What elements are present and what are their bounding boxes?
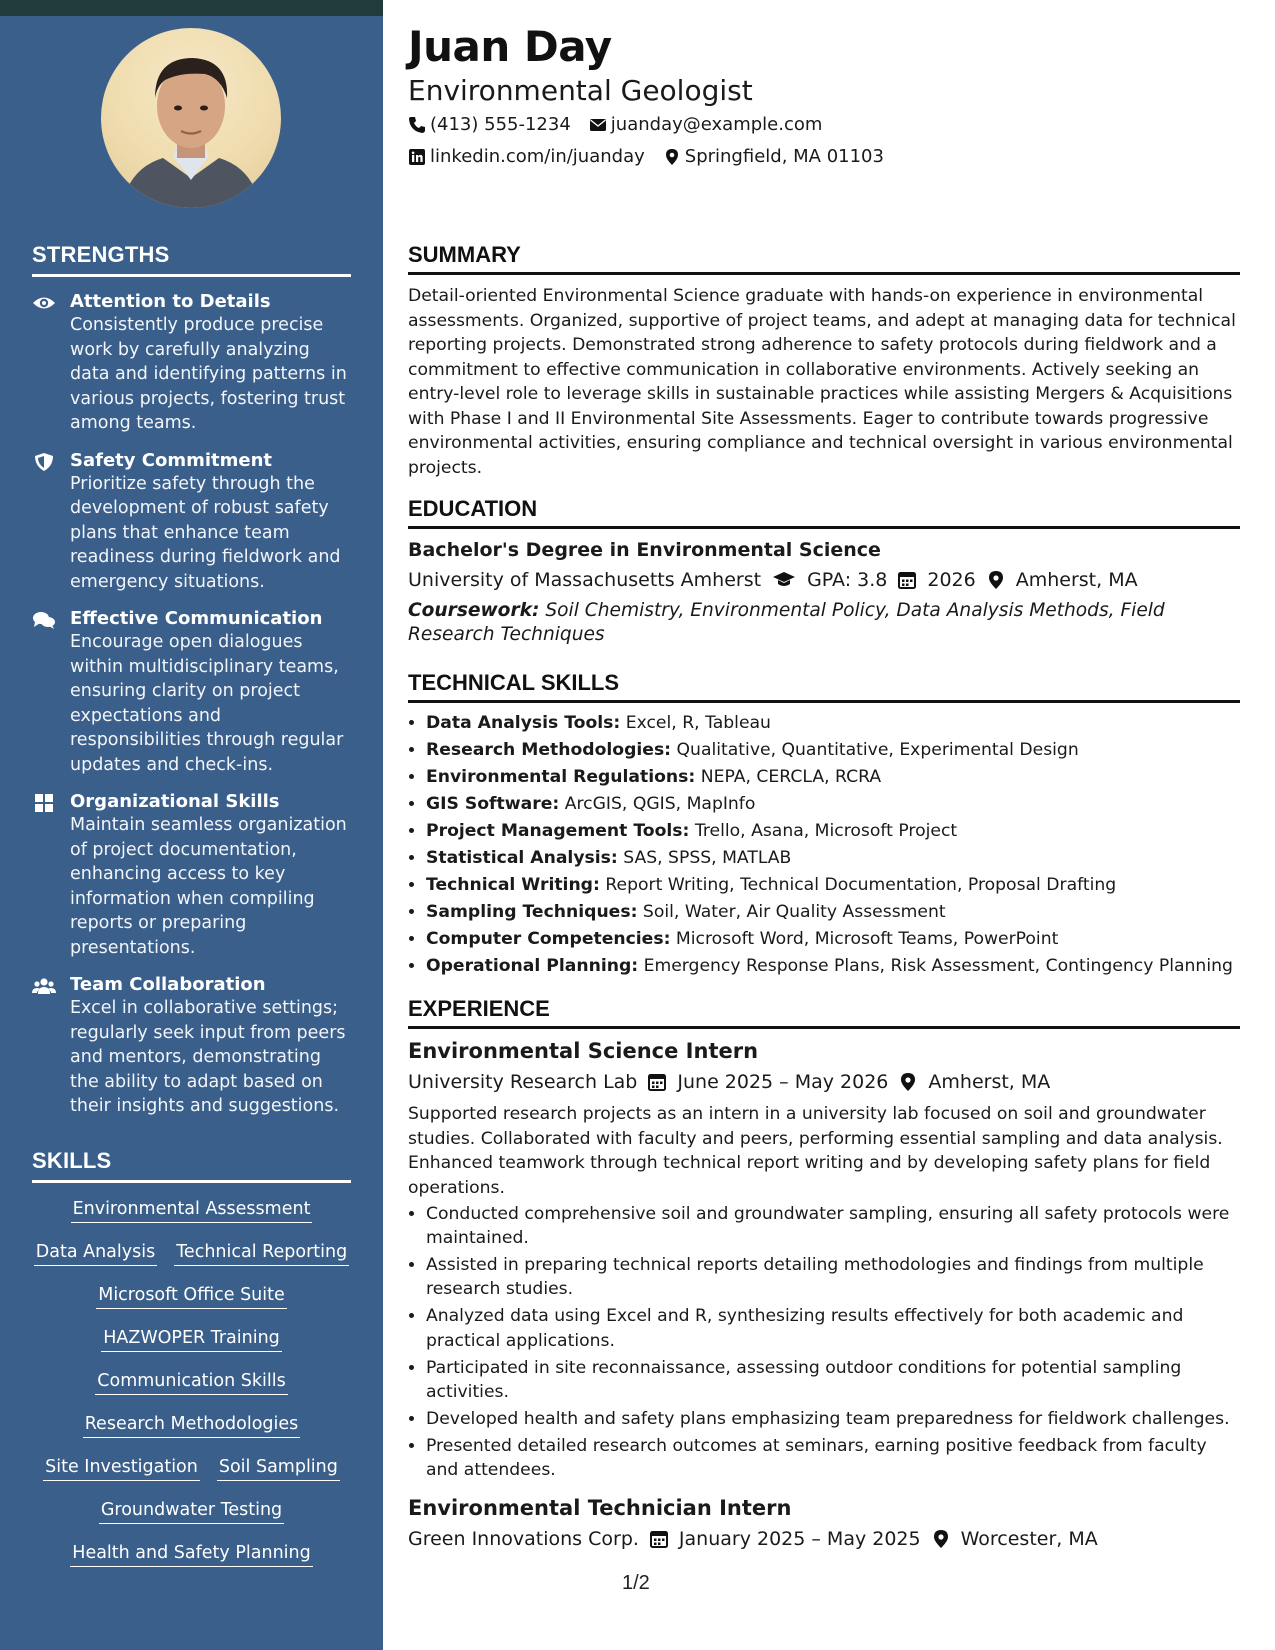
experience-section — [408, 996, 1240, 1550]
job-bullets — [408, 1202, 1240, 1482]
job-meta — [408, 1071, 1240, 1093]
location-text: Springfield, MA 01103 — [684, 146, 884, 167]
skill-values: Report Writing, Technical Documentation, Proposal Drafting — [605, 875, 1117, 895]
list-item — [426, 711, 1240, 735]
linkedin-icon — [408, 148, 426, 166]
list-item — [426, 900, 1240, 924]
summary-heading: SUMMARY — [408, 242, 1240, 275]
skills-list — [32, 1197, 351, 1567]
company-name: Green Innovations Corp. — [408, 1528, 639, 1551]
phone-text: (413) 555-1234 — [430, 114, 571, 135]
list-item — [426, 792, 1240, 816]
strengths-section — [32, 242, 351, 1119]
candidate-name: Juan Day — [408, 22, 612, 71]
technical-skills-list — [408, 711, 1240, 978]
strength-description: Maintain seamless organization of project documentation, enhancing access to key information when compiling reports or preparing presentations. — [70, 815, 347, 958]
skill-category: Research Methodologies: — [426, 740, 672, 760]
summary-section — [408, 242, 1240, 480]
strength-title: Attention to Details — [70, 291, 271, 312]
list-item — [426, 819, 1240, 843]
skill-tag: Technical Reporting — [174, 1240, 349, 1266]
gpa: GPA: 3.8 — [807, 569, 888, 591]
skill-values: NEPA, CERCLA, RCRA — [700, 767, 882, 787]
users-icon — [32, 976, 56, 996]
strength-item — [32, 291, 351, 436]
contact-row-1 — [408, 114, 822, 135]
profile-photo — [101, 28, 281, 208]
skill-category: Operational Planning: — [426, 956, 639, 976]
skill-tag: HAZWOPER Training — [101, 1326, 282, 1352]
technical-skills-heading: TECHNICAL SKILLS — [408, 670, 1240, 703]
comments-icon — [32, 610, 56, 630]
linkedin-text[interactable]: linkedin.com/in/juanday — [430, 146, 645, 167]
envelope-icon — [589, 116, 607, 134]
degree: Bachelor's Degree in Environmental Science — [408, 539, 881, 561]
email-contact[interactable] — [589, 114, 823, 135]
strength-title: Team Collaboration — [70, 974, 266, 995]
strength-title: Effective Communication — [70, 608, 323, 629]
map-pin-icon — [663, 148, 681, 166]
education-location: Amherst, MA — [1015, 569, 1138, 591]
skill-category: Project Management Tools: — [426, 821, 690, 841]
eye-icon — [32, 293, 56, 313]
job-dates: June 2025 – May 2026 — [677, 1071, 889, 1093]
strength-item — [32, 608, 351, 777]
skill-values: Emergency Response Plans, Risk Assessment, Contingency Planning — [643, 956, 1233, 976]
list-item: • Assisted in preparing technical reports detailing methodologies and findings from multiple research studies. — [426, 1253, 1240, 1301]
skill-tag: Health and Safety Planning — [70, 1541, 312, 1567]
strength-item — [32, 450, 351, 595]
skill-tag: Microsoft Office Suite — [96, 1283, 287, 1309]
map-pin-icon — [986, 570, 1006, 590]
experience-heading: EXPERIENCE — [408, 996, 1240, 1029]
strength-title: Organizational Skills — [70, 791, 280, 812]
job-location: Worcester, MA — [960, 1528, 1098, 1551]
skill-tag: Soil Sampling — [217, 1455, 340, 1481]
skill-category: Technical Writing: — [426, 875, 600, 895]
list-item: • Presented detailed research outcomes at seminars, earning positive feedback from faculty and attendees. — [426, 1434, 1240, 1482]
education-section — [408, 496, 1240, 647]
map-pin-icon — [898, 1072, 918, 1092]
job-title: Environmental Science Intern — [408, 1039, 759, 1063]
technical-skills-section — [408, 670, 1240, 981]
phone-icon — [408, 116, 426, 134]
job-meta — [408, 1528, 1240, 1550]
strength-title: Safety Commitment — [70, 449, 272, 471]
skill-values: SAS, SPSS, MATLAB — [623, 848, 792, 868]
strength-description: Prioritize safety through the development of robust safety plans that enhance team readiness during fieldwork and emergency situations. — [70, 473, 341, 592]
skill-category: GIS Software: — [426, 794, 560, 814]
list-item — [426, 846, 1240, 870]
summary-text: Detail-oriented Environmental Science graduate with hands-on experience in environmental assessments. Organized, supportive of project teams, and adept at managing data for technical reporting projects. Demonstrated strong adherence to safety protocols during fieldwork and a commitment to effective communication in collaborative environments. Actively seeking an entry-level role to leverage skills in sustainable practices while assisting Mergers & Acquisitions with Phase I and II Environmental Site Assessments. Eager to contribute towards progressive environmental activities, ensuring compliance and technical oversight in various environmental projects. — [408, 286, 1236, 478]
list-item: • Conducted comprehensive soil and groundwater sampling, ensuring all safety protocols were maintained. — [426, 1202, 1240, 1250]
calendar-icon — [649, 1529, 669, 1549]
skill-values: ArcGIS, QGIS, MapInfo — [564, 794, 756, 814]
skill-tag: Research Methodologies — [83, 1412, 301, 1438]
skills-section — [32, 1148, 351, 1584]
list-item — [426, 873, 1240, 897]
strength-item — [32, 974, 351, 1119]
company-name: University Research Lab — [408, 1071, 638, 1093]
sidebar-top-bar — [0, 0, 383, 16]
phone-contact — [408, 114, 571, 135]
shield-icon — [32, 452, 56, 472]
coursework-label: Coursework: — [408, 600, 540, 621]
page-number: 1/2 — [622, 1572, 650, 1594]
strength-description: Excel in collaborative settings; regularly seek input from peers and mentors, demonstrating the ability to adapt based on their insights and suggestions. — [70, 998, 346, 1116]
coursework — [408, 599, 1240, 647]
list-item: • Developed health and safety plans emphasizing team preparedness for fieldwork challenges. — [426, 1407, 1240, 1431]
job-summary: Supported research projects as an intern in a university lab focused on soil and groundwater studies. Collaborated with faculty and peers, performing essential sampling and data analysis. Enhanced teamwork through technical report writing and by developing safety plans for field operations. — [408, 1104, 1223, 1198]
skill-tag: Communication Skills — [95, 1369, 287, 1395]
education-meta — [408, 569, 1240, 591]
strength-item — [32, 791, 351, 960]
skill-values: Qualitative, Quantitative, Experimental Design — [676, 740, 1079, 760]
email-text[interactable]: juanday@example.com — [610, 114, 823, 135]
strength-description: Encourage open dialogues within multidisciplinary teams, ensuring clarity on project expectations and responsibilities through regular updates and check-ins. — [70, 632, 344, 775]
strength-description: Consistently produce precise work by carefully analyzing data and identifying patterns in various projects, fostering trust among teams. — [70, 315, 347, 433]
contact-row-2 — [408, 146, 884, 167]
graduation-year: 2026 — [927, 569, 976, 591]
skill-tag: Site Investigation — [43, 1455, 200, 1481]
job-title: Environmental Technician Intern — [408, 1496, 792, 1521]
linkedin-contact[interactable] — [408, 146, 645, 167]
education-heading: EDUCATION — [408, 496, 1240, 529]
skill-category: Data Analysis Tools: — [426, 713, 621, 733]
graduation-cap-icon — [771, 570, 797, 590]
list-item — [426, 927, 1240, 951]
skill-values: Microsoft Word, Microsoft Teams, PowerPoint — [675, 929, 1059, 949]
skill-values: Trello, Asana, Microsoft Project — [694, 821, 958, 841]
list-item: • Participated in site reconnaissance, assessing outdoor conditions for potential sampling activities. — [426, 1356, 1240, 1404]
skills-heading: SKILLS — [32, 1148, 351, 1183]
avatar — [101, 28, 281, 208]
school-name: University of Massachusetts Amherst — [408, 569, 762, 591]
job-location: Amherst, MA — [928, 1071, 1051, 1093]
strengths-heading: STRENGTHS — [32, 242, 351, 277]
skill-category: Sampling Techniques: — [426, 902, 638, 922]
skill-tag: Environmental Assessment — [71, 1197, 313, 1223]
job-dates: January 2025 – May 2025 — [678, 1528, 921, 1551]
coursework-text: Soil Chemistry, Environmental Policy, Data Analysis Methods, Field Research Techniques — [408, 600, 1165, 645]
list-item — [426, 738, 1240, 762]
skill-values: Excel, R, Tableau — [625, 713, 771, 733]
location-contact — [663, 146, 884, 167]
skill-values: Soil, Water, Air Quality Assessment — [642, 902, 946, 922]
skill-tag: Groundwater Testing — [99, 1498, 284, 1524]
list-item: • Analyzed data using Excel and R, synthesizing results effectively for both academic and practical applications. — [426, 1304, 1240, 1352]
skill-category: Environmental Regulations: — [426, 767, 696, 787]
sidebar — [0, 16, 383, 1650]
map-pin-icon — [931, 1529, 951, 1549]
skill-category: Statistical Analysis: — [426, 848, 618, 868]
list-item — [426, 765, 1240, 789]
skill-category: Computer Competencies: — [426, 929, 671, 949]
calendar-icon — [897, 570, 917, 590]
list-item — [426, 954, 1240, 978]
grid-icon — [32, 793, 56, 813]
candidate-title: Environmental Geologist — [408, 74, 753, 107]
calendar-icon — [647, 1072, 667, 1092]
skill-tag: Data Analysis — [34, 1240, 157, 1266]
